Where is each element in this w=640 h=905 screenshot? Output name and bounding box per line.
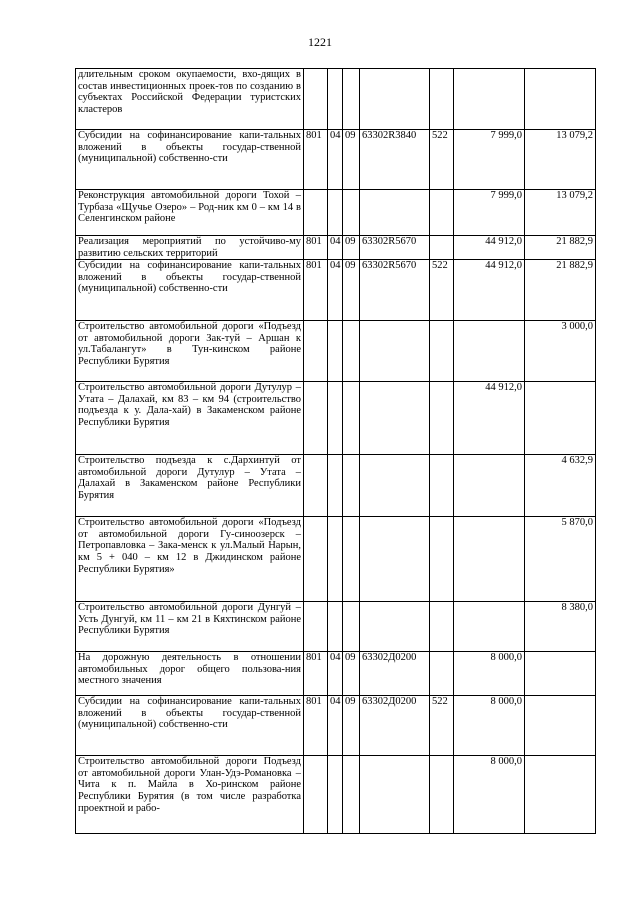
section-code (328, 517, 343, 602)
ministry-code (304, 517, 328, 602)
ministry-code: 801 (304, 130, 328, 190)
expense-type-code (430, 236, 454, 260)
target-article-code: 63302Д0200 (360, 696, 430, 756)
subsection-code (343, 602, 360, 652)
amount-year-2: 3 000,0 (525, 321, 596, 382)
row-name: Строительство автомобильной дороги Дунгуй – Усть Дунгуй, км 11 – км 21 в Кяхтинском районе Республики Бурятия (76, 602, 304, 652)
amount-year-2 (525, 652, 596, 696)
amount-year-2: 13 079,2 (525, 130, 596, 190)
target-article-code: 63302R5670 (360, 260, 430, 321)
subsection-code (343, 69, 360, 130)
ministry-code: 801 (304, 652, 328, 696)
target-article-code (360, 321, 430, 382)
target-article-code (360, 517, 430, 602)
table-row (76, 382, 596, 455)
ministry-code (304, 602, 328, 652)
section-code (328, 602, 343, 652)
row-name: Строительство автомобильной дороги Подъезд от автомобильной дороги Улан-Удэ-Романовка – Чита к п. Майла в Хо-ринском районе Республики Бурятия (в том числе разработка проектной и рабо- (76, 756, 304, 834)
subsection-code: 09 (343, 652, 360, 696)
amount-year-2 (525, 382, 596, 455)
target-article-code (360, 602, 430, 652)
expense-type-code (430, 321, 454, 382)
subsection-code (343, 321, 360, 382)
amount-year-1: 7 999,0 (454, 190, 525, 236)
amount-year-2: 13 079,2 (525, 190, 596, 236)
section-code (328, 321, 343, 382)
amount-year-1: 8 000,0 (454, 696, 525, 756)
target-article-code (360, 190, 430, 236)
expense-type-code (430, 602, 454, 652)
target-article-code: 63302R3840 (360, 130, 430, 190)
subsection-code: 09 (343, 260, 360, 321)
row-name: Реконструкция автомобильной дороги Тохой – Турбаза «Щучье Озеро» – Род-ник км 0 – км 14 в Селенгинском районе (76, 190, 304, 236)
amount-year-2 (525, 696, 596, 756)
table-row (76, 321, 596, 382)
section-code (328, 190, 343, 236)
expense-type-code: 522 (430, 696, 454, 756)
table-row (76, 517, 596, 602)
section-code (328, 455, 343, 517)
amount-year-2: 5 870,0 (525, 517, 596, 602)
ministry-code: 801 (304, 236, 328, 260)
row-name: Строительство автомобильной дороги «Подъезд от автомобильной дороги Гу-синоозерск – Петропавловка – Зака-менск к ул.Малый Нарын, км 5 + 040 – км 12 в Джидинском районе Республики Бурятия» (76, 517, 304, 602)
expense-type-code: 522 (430, 260, 454, 321)
subsection-code (343, 382, 360, 455)
ministry-code (304, 321, 328, 382)
expense-type-code (430, 652, 454, 696)
expense-type-code (430, 517, 454, 602)
amount-year-1: 44 912,0 (454, 236, 525, 260)
table-row (76, 130, 596, 190)
expense-type-code (430, 756, 454, 834)
amount-year-1 (454, 517, 525, 602)
row-name: Субсидии на софинансирование капи-тальных вложений в объекты государ-ственной (муниципальной) собственно-сти (76, 260, 304, 321)
subsection-code (343, 190, 360, 236)
amount-year-2: 4 632,9 (525, 455, 596, 517)
ministry-code (304, 69, 328, 130)
ministry-code (304, 455, 328, 517)
amount-year-1: 44 912,0 (454, 382, 525, 455)
row-name: На дорожную деятельность в отношении автомобильных дорог общего пользова-ния местного значения (76, 652, 304, 696)
amount-year-1 (454, 455, 525, 517)
table-row (76, 756, 596, 834)
row-name: Реализация мероприятий по устойчиво-му развитию сельских территорий (76, 236, 304, 260)
target-article-code (360, 756, 430, 834)
expense-type-code (430, 382, 454, 455)
table-row (76, 696, 596, 756)
row-name: Строительство подъезда к с.Дархинтуй от автомобильной дороги Дутулур – Утата – Далахай в Закаменском районе Республики Бурятия (76, 455, 304, 517)
section-code: 04 (328, 260, 343, 321)
ministry-code (304, 756, 328, 834)
section-code: 04 (328, 696, 343, 756)
amount-year-1: 44 912,0 (454, 260, 525, 321)
amount-year-2 (525, 756, 596, 834)
subsection-code (343, 455, 360, 517)
expense-type-code (430, 455, 454, 517)
amount-year-1: 7 999,0 (454, 130, 525, 190)
expense-type-code: 522 (430, 130, 454, 190)
expense-type-code (430, 190, 454, 236)
amount-year-1: 8 000,0 (454, 652, 525, 696)
subsection-code: 09 (343, 130, 360, 190)
table-row (76, 652, 596, 696)
table-row (76, 455, 596, 517)
target-article-code (360, 382, 430, 455)
amount-year-2 (525, 69, 596, 130)
section-code: 04 (328, 236, 343, 260)
row-name: Субсидии на софинансирование капи-тальных вложений в объекты государ-ственной (муниципальной) собственно-сти (76, 130, 304, 190)
amount-year-1: 8 000,0 (454, 756, 525, 834)
table-row (76, 69, 596, 130)
budget-table (75, 68, 596, 834)
ministry-code (304, 382, 328, 455)
section-code (328, 756, 343, 834)
row-name: Строительство автомобильной дороги Дутулур – Утата – Далахай, км 83 – км 94 (строительство подъезда к у. Дала-хай) в Закаменском районе Республики Бурятия (76, 382, 304, 455)
subsection-code: 09 (343, 696, 360, 756)
table-row (76, 260, 596, 321)
row-name: длительным сроком окупаемости, вхо-дящих в состав инвестиционных проек-тов по созданию в субъектах Российской Федерации туристских кластеров (76, 69, 304, 130)
section-code: 04 (328, 130, 343, 190)
subsection-code: 09 (343, 236, 360, 260)
section-code (328, 382, 343, 455)
amount-year-1 (454, 69, 525, 130)
expense-type-code (430, 69, 454, 130)
target-article-code (360, 455, 430, 517)
amount-year-1 (454, 602, 525, 652)
subsection-code (343, 517, 360, 602)
table-row (76, 236, 596, 260)
row-name: Строительство автомобильной дороги «Подъезд от автомобильной дороги Зак-туй – Аршан к ул.Табалангут» в Тун-кинском районе Республики Бурятия (76, 321, 304, 382)
ministry-code: 801 (304, 696, 328, 756)
section-code: 04 (328, 652, 343, 696)
row-name: Субсидии на софинансирование капи-тальных вложений в объекты государ-ственной (муниципальной) собственно-сти (76, 696, 304, 756)
amount-year-1 (454, 321, 525, 382)
page-number: 1221 (308, 35, 332, 49)
target-article-code: 63302Д0200 (360, 652, 430, 696)
amount-year-2: 21 882,9 (525, 260, 596, 321)
target-article-code (360, 69, 430, 130)
amount-year-2: 21 882,9 (525, 236, 596, 260)
ministry-code: 801 (304, 260, 328, 321)
section-code (328, 69, 343, 130)
amount-year-2: 8 380,0 (525, 602, 596, 652)
table-row (76, 602, 596, 652)
target-article-code: 63302R5670 (360, 236, 430, 260)
ministry-code (304, 190, 328, 236)
table-row (76, 190, 596, 236)
subsection-code (343, 756, 360, 834)
